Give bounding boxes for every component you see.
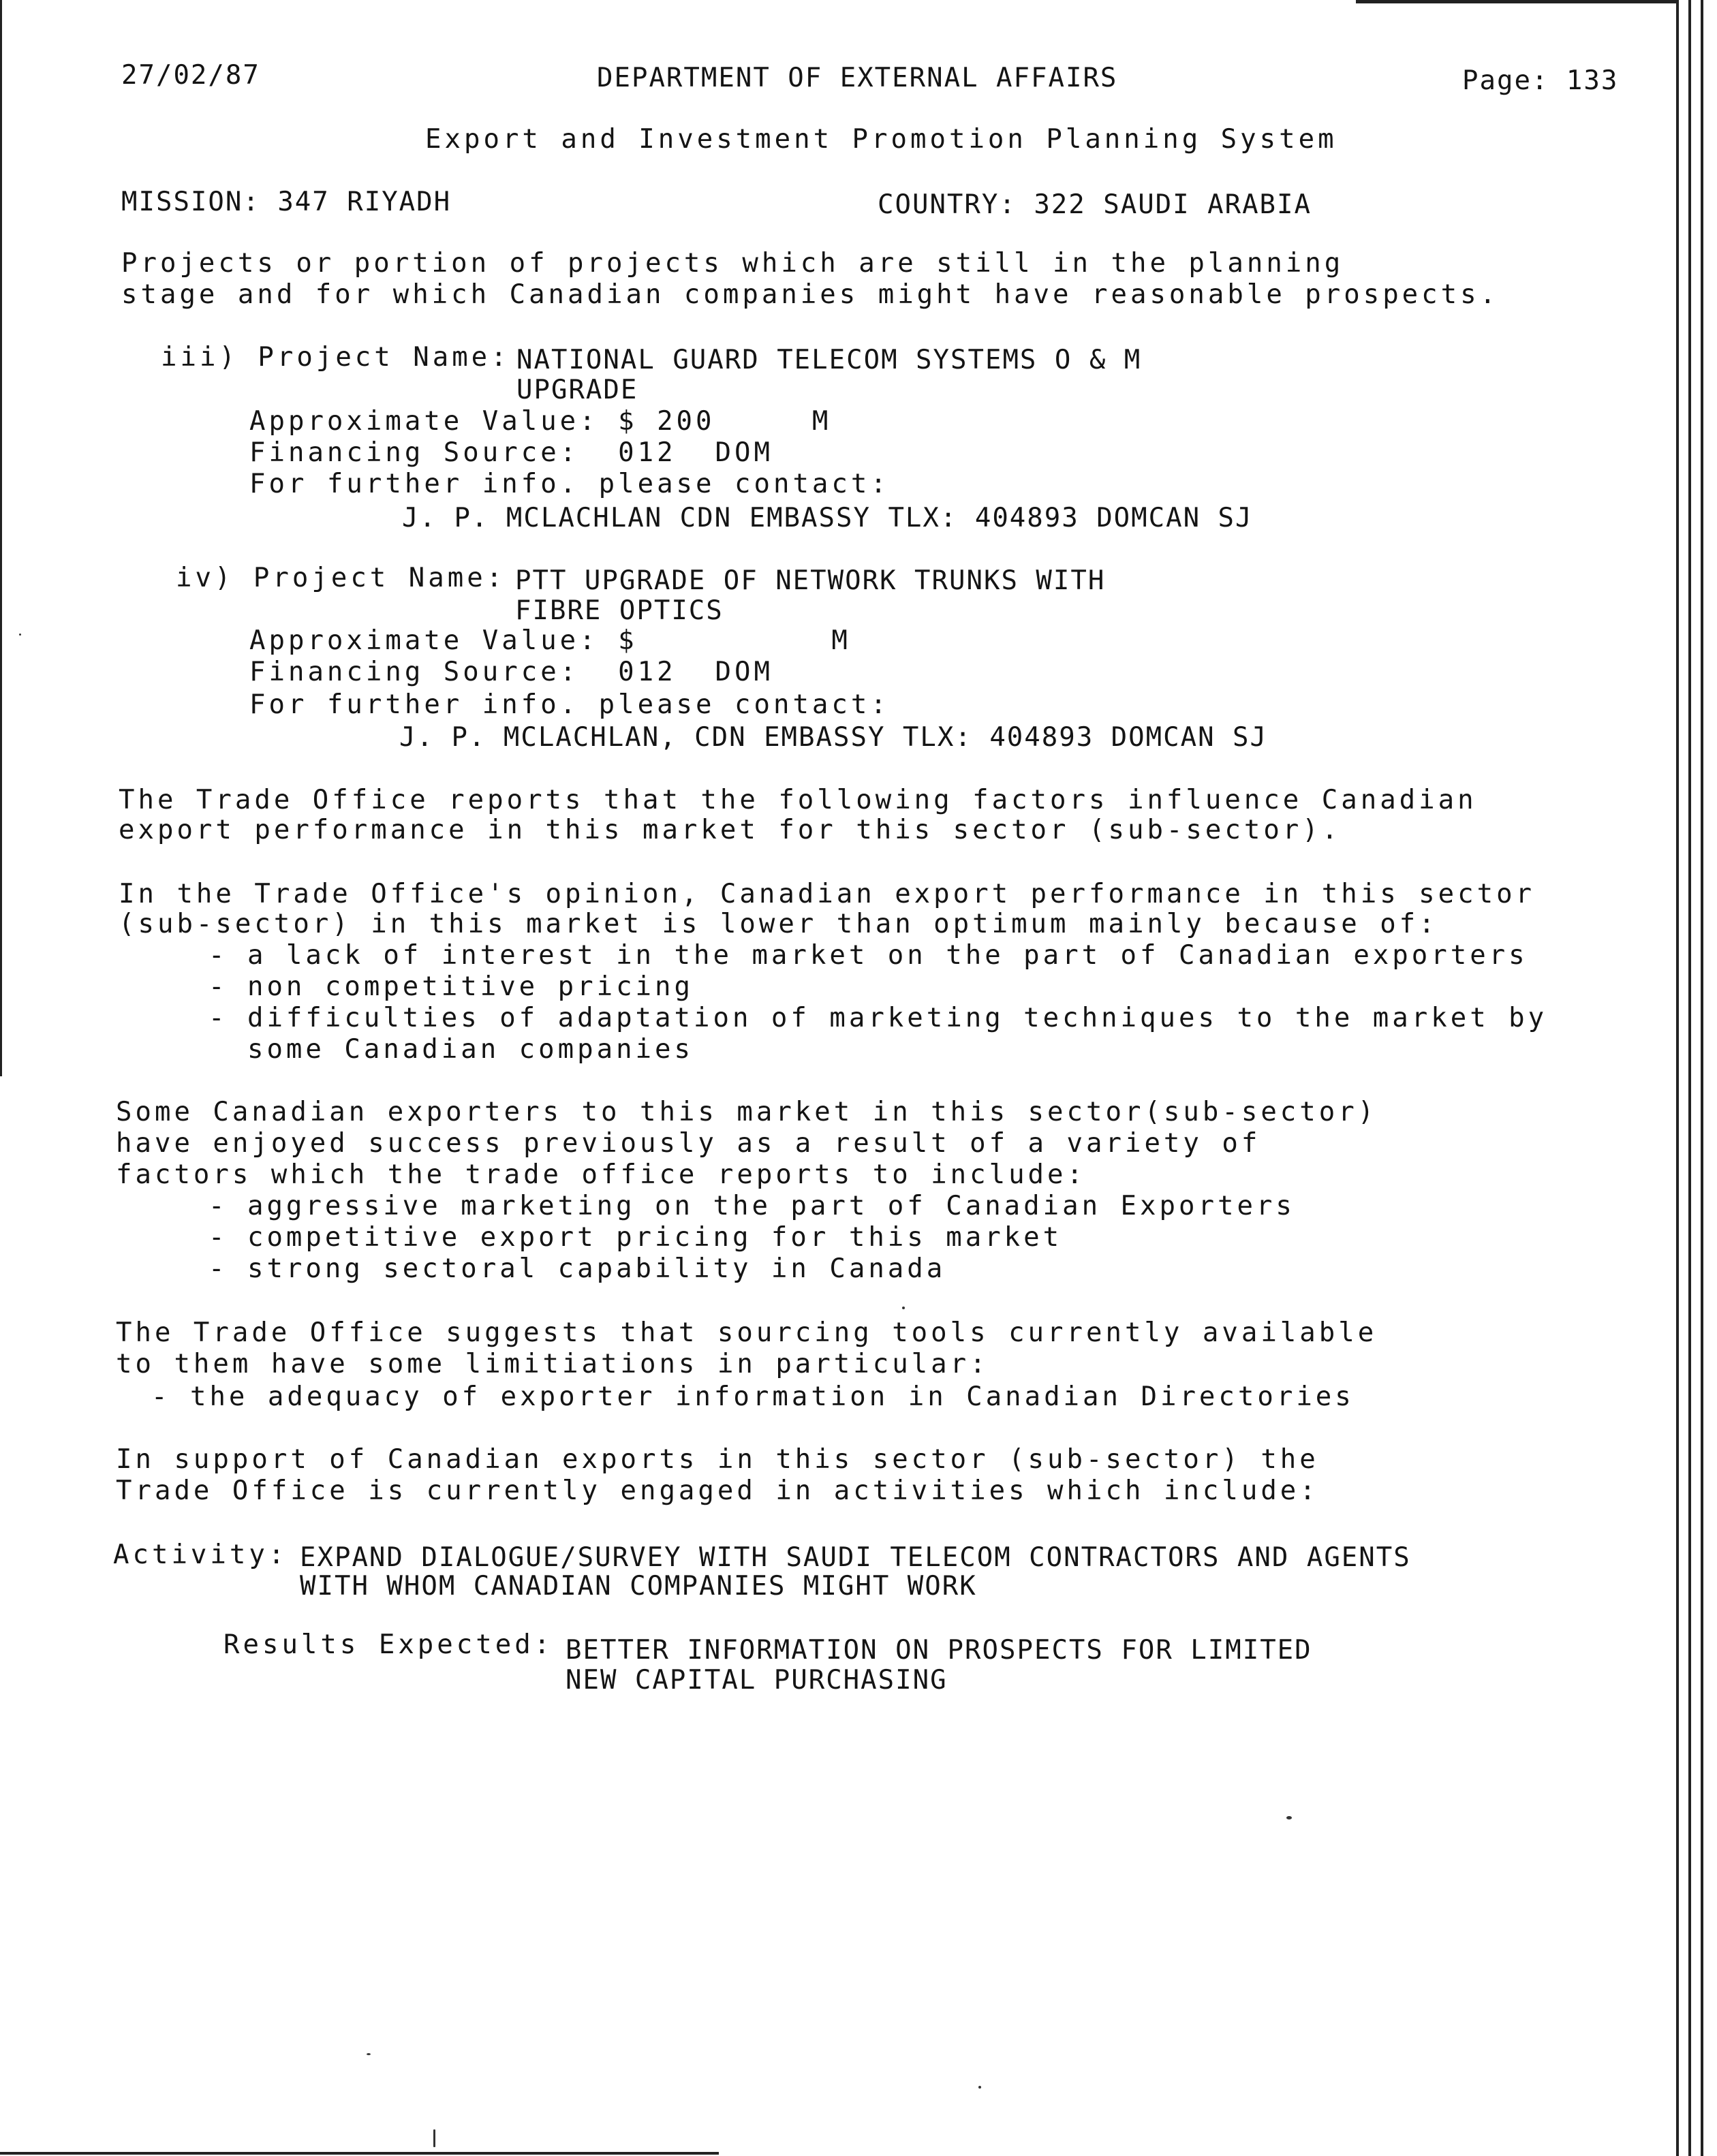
page-frame-left <box>0 0 2 1076</box>
factors-line-2: export performance in this market for this sector (sub-sector). <box>119 815 1342 845</box>
scan-speck <box>433 2129 435 2147</box>
support-line-2: Trade Office is currently engaged in activities which include: <box>116 1475 1319 1506</box>
results-line-2: NEW CAPITAL PURCHASING <box>566 1665 948 1696</box>
intro-line-1: Projects or portion of projects which are still in the planning <box>121 248 1344 279</box>
sourcing-line-1: The Trade Office suggests that sourcing tools currently available <box>116 1317 1378 1348</box>
project-4-contact-label: For further info. please contact: <box>249 689 890 720</box>
scan-speck <box>902 1307 905 1309</box>
opinion-item-3: - difficulties of adaptation of marketing techniques to the market by <box>208 1003 1548 1033</box>
opinion-item-1: - a lack of interest in the market on the part of Canadian exporters <box>208 940 1528 971</box>
success-item-2: - competitive export pricing for this market <box>208 1222 1063 1253</box>
project-4-financing: Financing Source: 012 DOM <box>249 657 773 687</box>
intro-line-2: stage and for which Canadian companies might have reasonable prospects. <box>121 279 1500 310</box>
page-frame-bottom <box>0 2152 719 2155</box>
page-frame-top <box>1356 0 1676 3</box>
page-frame-right-inner <box>1688 0 1691 2156</box>
activity-line-1: EXPAND DIALOGUE/SURVEY WITH SAUDI TELECOM CONTRACTORS AND AGENTS <box>300 1542 1411 1573</box>
success-item-3: - strong sectoral capability in Canada <box>208 1253 946 1284</box>
project-3-name-cont: UPGRADE <box>516 375 638 405</box>
scan-speck <box>978 2086 981 2089</box>
success-line-1: Some Canadian exporters to this market in this sector(sub-sector) <box>116 1097 1378 1127</box>
opinion-item-2: - non competitive pricing <box>208 971 694 1002</box>
support-line-1: In support of Canadian exports in this sector (sub-sector) the <box>116 1444 1319 1475</box>
page-frame-right-outer <box>1701 0 1703 2156</box>
mission: MISSION: 347 RIYADH <box>121 187 452 217</box>
sourcing-line-2: to them have some limitiations in particular: <box>116 1349 989 1379</box>
project-3-contact: J. P. MCLACHLAN CDN EMBASSY TLX: 404893 DOMCAN SJ <box>402 503 1253 533</box>
project-4-label: iv) Project Name: <box>176 563 506 593</box>
scan-speck <box>367 2053 371 2055</box>
opinion-line-2: (sub-sector) in this market is lower than optimum mainly because of: <box>119 909 1438 939</box>
scan-speck <box>19 634 21 636</box>
project-4-name-cont: FIBRE OPTICS <box>515 595 724 626</box>
page-frame-right <box>1676 0 1679 2156</box>
project-3-financing: Financing Source: 012 DOM <box>249 437 773 468</box>
report-date: 27/02/87 <box>121 60 260 91</box>
system-title: Export and Investment Promotion Planning System <box>425 124 1337 155</box>
project-4-name: PTT UPGRADE OF NETWORK TRUNKS WITH <box>515 565 1106 596</box>
project-4-contact: J. P. MCLACHLAN, CDN EMBASSY TLX: 404893 DOMCAN SJ <box>399 722 1267 753</box>
project-3-value: Approximate Value: $ 200 M <box>249 406 832 437</box>
project-3-contact-label: For further info. please contact: <box>249 469 890 499</box>
scan-speck <box>1286 1816 1292 1819</box>
success-item-1: - aggressive marketing on the part of Canadian Exporters <box>208 1191 1295 1221</box>
results-label: Results Expected: <box>223 1629 554 1660</box>
sourcing-item-1: - the adequacy of exporter information in Canadian Directories <box>151 1381 1355 1412</box>
results-line-1: BETTER INFORMATION ON PROSPECTS FOR LIMITED <box>566 1635 1312 1666</box>
project-3-name: NATIONAL GUARD TELECOM SYSTEMS O & M <box>516 345 1142 375</box>
opinion-line-1: In the Trade Office's opinion, Canadian export performance in this sector <box>119 879 1536 909</box>
project-3-label: iii) Project Name: <box>161 342 510 373</box>
success-line-2: have enjoyed success previously as a result of a variety of <box>116 1128 1261 1159</box>
page-number: Page: 133 <box>1462 65 1619 96</box>
opinion-item-3-cont: some Canadian companies <box>208 1034 694 1065</box>
activity-label: Activity: <box>113 1540 288 1570</box>
activity-line-2: WITH WHOM CANADIAN COMPANIES MIGHT WORK <box>300 1571 977 1602</box>
factors-line-1: The Trade Office reports that the following factors influence Canadian <box>119 785 1477 815</box>
department-title: DEPARTMENT OF EXTERNAL AFFAIRS <box>597 63 1118 93</box>
success-line-3: factors which the trade office reports to include: <box>116 1159 1086 1190</box>
country: COUNTRY: 322 SAUDI ARABIA <box>878 189 1312 220</box>
project-4-value: Approximate Value: $ M <box>249 625 851 656</box>
